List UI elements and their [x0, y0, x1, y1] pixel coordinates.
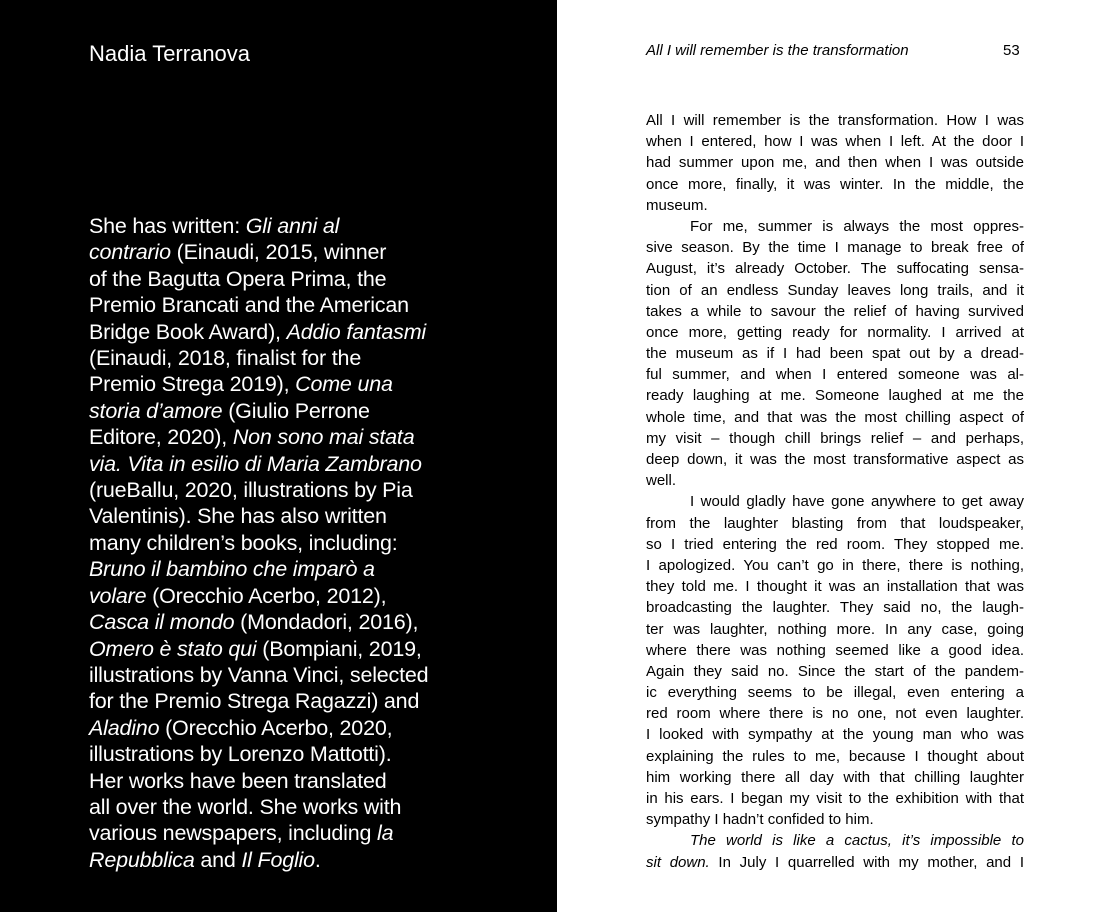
text-line: ready laughing at me. Someone laughed at me the: [646, 387, 1024, 405]
bio-line: all over the world. She works with: [89, 794, 402, 819]
text-line: in his ears. I began my visit to the exhibition with that: [646, 790, 1024, 807]
text-line: well.: [646, 472, 677, 490]
italic-title: Addio fantasmi: [286, 319, 426, 344]
text-line: [646, 830, 1024, 851]
italic-title: Come una: [295, 372, 393, 397]
bio-line: Omero è stato qui (Bompiani, 2019,: [89, 636, 422, 661]
text-line: Again they said no. Since the start of the pandem-: [646, 662, 1024, 680]
author-bio: [89, 213, 479, 873]
bio-line: volare (Orecchio Acerbo, 2012),: [89, 583, 387, 608]
text-line: August, it’s already October. The suffocating sensa-: [646, 260, 1024, 278]
text-line: takes a while to savour the relief of having survived: [646, 302, 1024, 320]
italic-title: Omero è stato qui: [89, 636, 257, 661]
italic-title: storia d’amore: [89, 398, 223, 423]
text-line: For me, summer is always the most oppres-: [690, 217, 1024, 235]
bio-line: for the Premio Strega Ragazzi) and: [89, 689, 420, 714]
running-head: All I will remember is the transformation: [646, 42, 909, 59]
right-page: [557, 0, 1113, 912]
text-line: sit down. In July I quarrelled with my mother, and I: [646, 853, 1024, 871]
text-line: they told me. I thought it was an installation that was: [646, 578, 1024, 596]
text-line: red room where there is no one, not even laughter.: [646, 705, 1024, 723]
bio-line: Her works have been translated: [89, 768, 387, 793]
bio-line: [89, 451, 479, 477]
bio-line: Repubblica and Il Foglio.: [89, 847, 321, 872]
text-line: the museum as if I had been spat out by a dread-: [646, 345, 1024, 363]
italic-title: contrario: [89, 240, 171, 265]
italic-title: Bruno il bambino che imparò a: [89, 557, 375, 582]
bio-line: many children’s books, including:: [89, 530, 398, 555]
author-name: Nadia Terranova: [89, 41, 251, 66]
text-line: I apologized. You can’t go in there, there is nothing,: [646, 556, 1024, 574]
text-line: museum.: [646, 196, 708, 214]
bio-line: Valentinis). She has also written: [89, 504, 387, 529]
italic-title: Non sono mai stata: [232, 425, 415, 450]
bio-line: storia d’amore (Giulio Perrone: [89, 398, 370, 423]
text-line: sive season. By the time I manage to break free of: [646, 239, 1024, 257]
text-line: where there was nothing seemed like a good idea.: [646, 641, 1024, 659]
bio-line: Premio Brancati and the American: [89, 293, 409, 318]
text-line: broadcasting the laughter. They said no, the laugh-: [646, 599, 1024, 617]
text-line: when I entered, how I was when I left. At the door I: [646, 133, 1024, 151]
bio-line: Editore, 2020), Non sono mai stata: [89, 425, 415, 450]
text-line: from the laughter blasting from that loudspeaker,: [646, 514, 1024, 532]
text-line: so I tried entering the red room. They stopped me.: [646, 535, 1024, 553]
italic-title: Gli anni al: [245, 214, 340, 238]
bio-line: She has written: Gli anni al: [89, 214, 340, 238]
italic-title: via. Vita in esilio di Maria Zambrano: [89, 451, 422, 476]
text-line: ter was laughter, nothing more. In any case, going: [646, 620, 1024, 638]
text-line: ful summer, and when I entered someone was al-: [646, 366, 1024, 384]
italic-title: The world is like a cactus, it’s impossible to: [690, 832, 1024, 850]
text-line: I looked with sympathy at the young man who was: [646, 726, 1024, 744]
bio-line: (rueBallu, 2020, illustrations by Pia: [89, 478, 413, 503]
bio-line: [89, 556, 479, 582]
text-line: All I will remember is the transformation. How I was: [646, 112, 1024, 129]
page-number: 53: [1003, 42, 1020, 59]
bio-line: of the Bagutta Opera Prima, the: [89, 266, 387, 291]
italic-title: Il Foglio: [241, 847, 315, 872]
bio-line: Aladino (Orecchio Acerbo, 2020,: [89, 715, 393, 740]
text-line: had summer upon me, and then when I was outside: [646, 154, 1024, 172]
text-line: once more, getting ready for normality. I arrived at: [646, 323, 1024, 341]
bio-line: Bridge Book Award), Addio fantasmi: [89, 319, 426, 344]
text-line: deep down, it was the most transformative aspect as: [646, 451, 1024, 468]
text-line: tion of an endless Sunday leaves long trails, and it: [646, 281, 1024, 299]
text-line: once more, finally, it was winter. In the middle, the: [646, 175, 1024, 193]
bio-line: illustrations by Vanna Vinci, selected: [89, 662, 429, 687]
bio-line: various newspapers, including la: [89, 821, 394, 846]
italic-title: la: [377, 821, 394, 846]
bio-line: contrario (Einaudi, 2015, winner: [89, 240, 387, 265]
text-line: explaining the rules to me, because I thought about: [646, 747, 1024, 765]
italic-title: volare: [89, 583, 147, 608]
text-line: I would gladly have gone anywhere to get away: [690, 493, 1024, 511]
text-line: whole time, and that was the most chilling aspect of: [646, 408, 1024, 426]
italic-title: Aladino: [89, 715, 160, 740]
italic-title: sit down.: [646, 853, 710, 871]
bio-line: Casca il mondo (Mondadori, 2016),: [89, 610, 419, 635]
italic-title: Casca il mondo: [89, 610, 235, 635]
text-line: my visit – though chill brings relief – and perhaps,: [646, 429, 1024, 447]
text-line: ic everything seems to be illegal, even entering a: [646, 684, 1024, 702]
text-line: him working there all day with that chilling laughter: [646, 768, 1024, 786]
bio-line: illustrations by Lorenzo Mattotti).: [89, 742, 392, 767]
bio-line: (Einaudi, 2018, finalist for the: [89, 346, 362, 371]
body-text: [646, 110, 1024, 873]
italic-title: Repubblica: [89, 847, 195, 872]
text-line: sympathy I hadn’t confided to him.: [646, 811, 874, 829]
bio-line: Premio Strega 2019), Come una: [89, 372, 393, 397]
